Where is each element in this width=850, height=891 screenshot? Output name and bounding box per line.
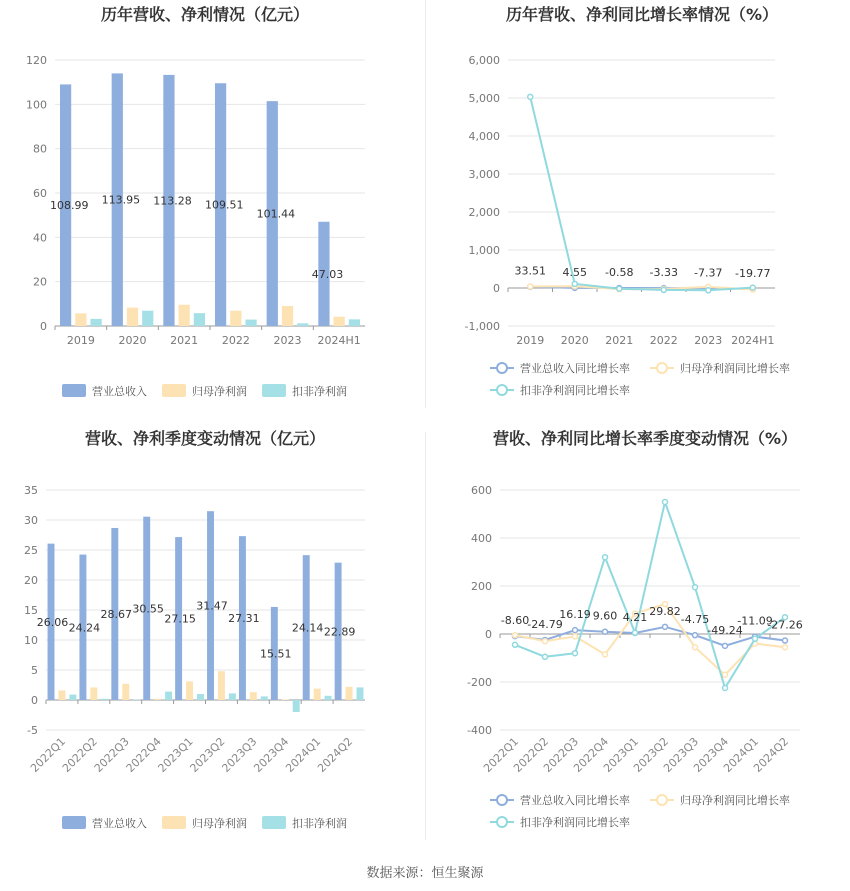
bar	[69, 695, 76, 700]
y-tick-label: 10	[24, 634, 38, 647]
data-label: -24.79	[527, 617, 563, 631]
data-point	[723, 686, 728, 691]
x-tick-label: 2019	[66, 334, 95, 347]
bar	[349, 319, 360, 326]
bar	[122, 684, 129, 700]
legend-label: 归母净利润	[192, 817, 247, 830]
legend-label: 归母净利润同比增长率	[680, 362, 790, 375]
data-point	[693, 585, 698, 590]
x-tick-label: 2022Q3	[91, 734, 132, 775]
annual-bar-chart	[0, 0, 425, 410]
data-point	[753, 636, 758, 641]
data-label: -4.75	[680, 613, 710, 627]
legend-swatch	[62, 816, 86, 829]
legend-label: 归母净利润同比增长率	[680, 794, 790, 807]
y-tick-label: 40	[33, 231, 47, 245]
legend-label: 营业总收入	[92, 385, 147, 398]
legend-swatch	[162, 816, 186, 829]
data-label: 15.51	[260, 647, 292, 661]
x-tick-label: 2024Q2	[751, 734, 792, 775]
bar	[357, 687, 364, 700]
annual-growth-chart	[425, 0, 850, 410]
x-tick-label: 2022Q4	[123, 734, 164, 775]
data-point	[723, 643, 728, 648]
chart-title: 营收、净利季度变动情况（亿元）	[84, 429, 326, 448]
data-label: 31.47	[196, 599, 228, 613]
legend-swatch-marker	[657, 795, 667, 805]
y-tick-label: 35	[24, 484, 38, 497]
data-label: 113.28	[153, 194, 192, 208]
x-tick-label: 2023Q1	[601, 734, 642, 775]
y-tick-label: 200	[471, 580, 492, 593]
source-note: 数据来源：恒生聚源	[366, 866, 484, 881]
x-tick-label: 2021	[170, 334, 199, 347]
data-point	[573, 634, 578, 639]
y-tick-label: 60	[33, 187, 47, 200]
y-tick-label: -1,000	[464, 320, 500, 333]
data-label: 24.24	[68, 621, 101, 635]
data-label: -11.09	[737, 614, 773, 628]
bar	[282, 306, 293, 326]
x-tick-label: 2023Q1	[155, 734, 196, 775]
x-tick-label: 2023Q4	[251, 734, 292, 775]
x-tick-label: 2024Q1	[721, 734, 762, 775]
x-tick-label: 2022	[221, 334, 250, 347]
data-label: 22.89	[323, 625, 356, 639]
y-tick-label: -400	[467, 724, 492, 737]
data-point	[513, 633, 518, 638]
chart-title: 历年营收、净利同比增长率情况（%）	[505, 5, 779, 24]
bar	[245, 320, 256, 326]
x-tick-label: 2021	[605, 334, 634, 347]
data-point	[513, 642, 518, 647]
bar	[250, 692, 257, 700]
data-label: 29.82	[649, 604, 681, 618]
y-tick-label: 6,000	[468, 54, 500, 67]
y-tick-label: 20	[33, 275, 47, 289]
data-point	[706, 288, 711, 293]
y-tick-label: 3,000	[468, 168, 500, 181]
y-tick-label: 120	[26, 54, 47, 67]
y-tick-label: 400	[471, 532, 492, 545]
bar	[127, 308, 138, 326]
data-label: 28.67	[100, 607, 133, 621]
panel-annual-bar	[0, 0, 425, 410]
bar	[75, 313, 86, 326]
data-label: -8.60	[500, 614, 530, 628]
data-label: 101.44	[256, 207, 296, 221]
data-point	[693, 645, 698, 650]
y-tick-label: 5,000	[468, 92, 500, 105]
legend-label: 扣非净利润同比增长率	[520, 816, 630, 829]
data-point	[661, 287, 666, 292]
data-label: 47.03	[311, 267, 344, 281]
series-line	[515, 502, 785, 688]
bar	[101, 699, 108, 700]
bar	[346, 687, 353, 700]
x-tick-label: 2020	[118, 334, 147, 347]
x-tick-label: 2022Q2	[511, 734, 552, 775]
legend-swatch	[162, 384, 186, 397]
panel-quarterly-bar	[0, 420, 425, 850]
y-tick-label: 25	[24, 544, 38, 557]
data-point	[617, 286, 622, 291]
data-point	[603, 652, 608, 657]
data-label: 33.51	[514, 264, 546, 278]
legend-swatch-marker	[497, 385, 507, 395]
y-tick-label: -5	[27, 724, 38, 737]
data-label: 24.14	[291, 621, 324, 635]
x-tick-label: 2023Q2	[187, 734, 228, 775]
bar	[165, 692, 172, 700]
data-point	[572, 281, 577, 286]
bar	[297, 323, 308, 326]
data-label: -7.37	[694, 266, 723, 280]
data-label: 108.99	[49, 199, 89, 213]
bar	[142, 311, 153, 326]
y-tick-label: 0	[485, 628, 492, 641]
legend-label: 扣非净利润	[292, 817, 347, 830]
data-point	[603, 629, 608, 634]
bar	[133, 699, 140, 700]
data-point	[693, 633, 698, 638]
y-tick-label: 0	[31, 694, 38, 707]
x-tick-label: 2023Q2	[631, 734, 672, 775]
bar	[314, 689, 321, 700]
y-tick-label: 4,000	[468, 130, 500, 143]
legend-swatch	[262, 384, 286, 397]
data-point	[573, 651, 578, 656]
bar	[194, 313, 205, 326]
x-tick-label: 2023Q3	[661, 734, 702, 775]
legend-swatch-marker	[497, 817, 507, 827]
legend-label: 扣非净利润	[292, 385, 347, 398]
data-point	[528, 284, 533, 289]
data-label: 26.06	[36, 615, 69, 629]
bar	[197, 694, 204, 700]
data-label: 113.95	[101, 193, 141, 207]
legend-swatch-marker	[497, 363, 507, 373]
bar	[229, 693, 236, 700]
y-tick-label: 100	[26, 98, 47, 112]
legend-swatch-marker	[657, 363, 667, 373]
chart-title: 历年营收、净利情况（亿元）	[100, 5, 310, 24]
data-label: 4.55	[562, 265, 587, 279]
legend-label: 扣非净利润同比增长率	[520, 384, 630, 397]
data-label: 4.21	[622, 610, 648, 624]
data-point	[603, 555, 608, 560]
data-point	[633, 630, 638, 635]
legend-swatch	[62, 384, 86, 397]
y-tick-label: -200	[467, 676, 492, 689]
divider-bottom	[425, 432, 426, 840]
data-label: 16.19	[559, 608, 591, 622]
data-label: -0.58	[605, 266, 634, 280]
x-tick-label: 2023Q3	[219, 734, 260, 775]
data-point	[528, 94, 533, 99]
data-point	[543, 654, 548, 659]
x-tick-label: 2024Q2	[315, 734, 356, 775]
y-tick-label: 2,000	[468, 206, 500, 219]
data-label: 9.60	[592, 609, 618, 623]
x-tick-label: 2023Q4	[691, 734, 732, 775]
x-tick-label: 2022Q3	[541, 734, 582, 775]
bar	[218, 671, 225, 700]
legend-label: 营业总收入	[92, 817, 147, 830]
bar	[230, 311, 241, 326]
bar	[334, 317, 345, 326]
data-point	[783, 638, 788, 643]
data-label: -27.26	[767, 618, 803, 632]
y-tick-label: 1,000	[468, 244, 500, 257]
x-tick-label: 2022Q1	[28, 734, 69, 775]
data-point	[750, 285, 755, 290]
legend-label: 营业总收入同比增长率	[520, 362, 630, 375]
x-tick-label: 2019	[516, 334, 545, 347]
bar	[293, 700, 300, 712]
quarterly-bar-chart	[0, 420, 425, 850]
y-tick-label: 0	[40, 320, 47, 333]
data-point	[783, 645, 788, 650]
x-tick-label: 2020	[560, 334, 589, 347]
legend-label: 营业总收入同比增长率	[520, 794, 630, 807]
x-tick-label: 2023	[273, 334, 302, 347]
bar	[90, 319, 101, 326]
series-line	[530, 97, 753, 290]
data-label: -3.33	[649, 266, 678, 280]
data-label: 27.31	[228, 612, 260, 626]
quarterly-growth-chart	[425, 420, 850, 850]
y-tick-label: 80	[33, 142, 47, 156]
x-tick-label: 2022Q2	[59, 734, 100, 775]
y-tick-label: 30	[24, 514, 38, 527]
data-label: 27.15	[164, 612, 196, 626]
bar	[261, 696, 268, 700]
bar	[90, 687, 97, 700]
legend-swatch-marker	[497, 795, 507, 805]
panel-annual-line	[425, 0, 850, 410]
bar	[186, 681, 193, 700]
data-point	[723, 672, 728, 677]
bar	[154, 699, 161, 700]
x-tick-label: 2022Q1	[481, 734, 522, 775]
y-tick-label: 20	[24, 574, 38, 587]
data-point	[663, 500, 668, 505]
data-label: 109.51	[204, 198, 244, 212]
y-tick-label: 5	[31, 664, 38, 677]
x-tick-label: 2024H1	[731, 334, 775, 347]
bar	[179, 305, 190, 326]
bar	[58, 690, 65, 700]
data-point	[543, 639, 548, 644]
x-tick-label: 2022Q4	[571, 734, 612, 775]
data-label: -19.77	[735, 266, 771, 280]
data-point	[573, 628, 578, 633]
y-tick-label: 0	[493, 282, 500, 295]
data-label: -49.24	[707, 623, 743, 637]
divider-top	[425, 0, 426, 408]
chart-title: 营收、净利同比增长率季度变动情况（%）	[492, 429, 798, 448]
legend-label: 归母净利润	[192, 385, 247, 398]
x-tick-label: 2022	[649, 334, 678, 347]
data-point	[663, 624, 668, 629]
y-tick-label: 15	[24, 604, 38, 617]
x-tick-label: 2024Q1	[283, 734, 324, 775]
data-label: 30.55	[132, 602, 164, 616]
bar	[282, 699, 289, 700]
y-tick-label: 600	[471, 484, 492, 497]
x-tick-label: 2023	[694, 334, 723, 347]
legend-swatch	[262, 816, 286, 829]
bar	[325, 696, 332, 700]
x-tick-label: 2024H1	[317, 334, 361, 347]
panel-quarterly-line	[425, 420, 850, 850]
